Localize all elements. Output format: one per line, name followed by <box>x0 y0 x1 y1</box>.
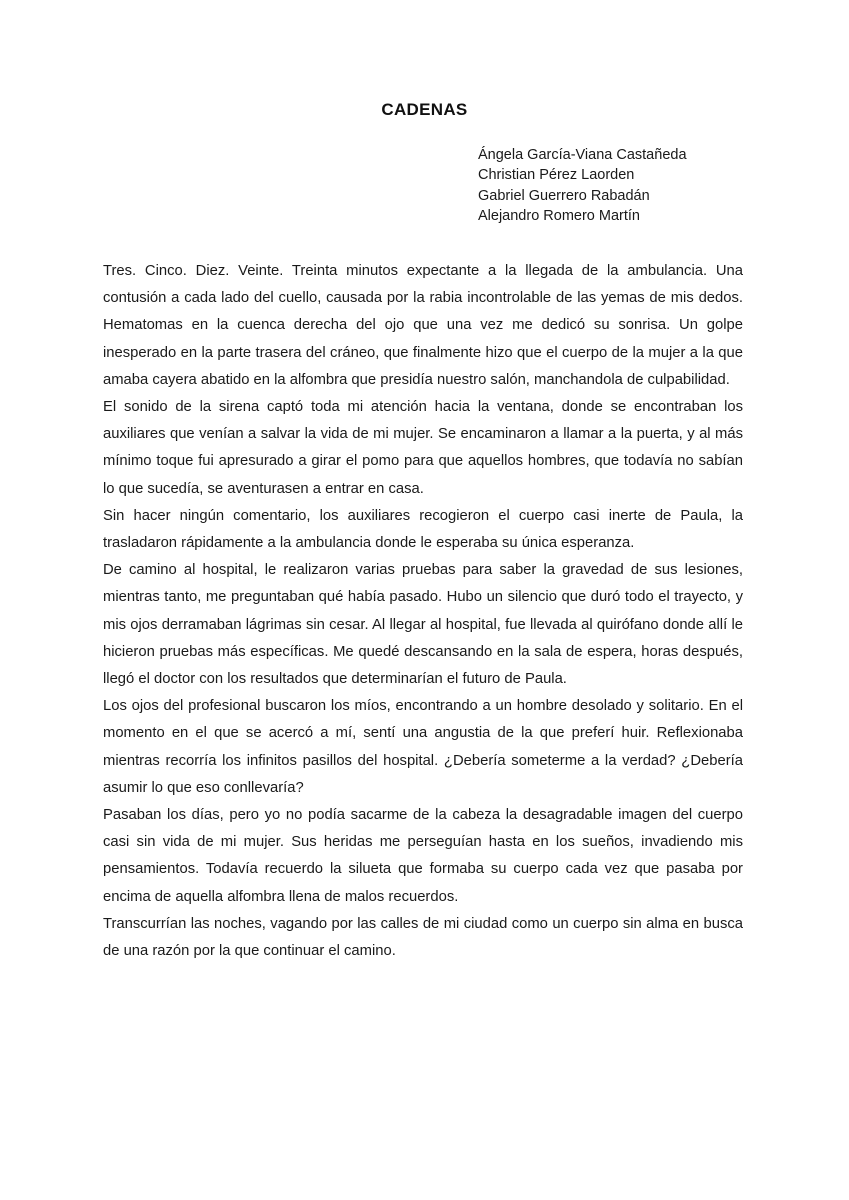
paragraph: Sin hacer ningún comentario, los auxiliares recogieron el cuerpo casi inerte de Paula, la trasladaron rápidamente a la ambulancia donde le esperaba su única esperanza. <box>103 507 743 552</box>
paragraph: Los ojos del profesional buscaron los míos, encontrando a un hombre desolado y solitario. En el momento en el que se acercó a mí, sentí una angustia de la que preferí huir. Reflexionaba mientras recorría los infinitos pasillos del hospital. ¿Debería someterme a la verdad? ¿Debería asumir lo que eso conllevaría? <box>103 698 743 796</box>
author-list <box>478 145 808 226</box>
paragraph: Transcurrían las noches, vagando por las calles de mi ciudad como un cuerpo sin alma en busca de una razón por la que continuar el camino. <box>103 915 743 960</box>
story-body <box>103 258 743 965</box>
paragraph: El sonido de la sirena captó toda mi atención hacia la ventana, donde se encontraban los auxiliares que venían a salvar la vida de mi mujer. Se encaminaron a llamar a la puerta, y al más mínimo toque fui apresurado a girar el pomo para que aquellos hombres, que todavía no sabían lo que sucedía, se aventurasen a entrar en casa. <box>103 399 743 497</box>
author-name: Alejandro Romero Martín <box>478 207 640 224</box>
paragraph: Pasaban los días, pero yo no podía sacarme de la cabeza la desagradable imagen del cuerpo casi sin vida de mi mujer. Sus heridas me perseguían hasta en los sueños, invadiendo mis pensamientos. Todavía recuerdo la silueta que formaba su cuerpo cada vez que pasaba por encima de aquella alfombra llena de malos recuerdos. <box>103 807 743 905</box>
document-title: CADENAS <box>381 100 468 119</box>
author-name: Ángela García-Viana Castañeda <box>478 147 687 163</box>
author-name: Christian Pérez Laorden <box>478 167 635 184</box>
author-name: Gabriel Guerrero Rabadán <box>478 187 650 204</box>
paragraph: Tres. Cinco. Diez. Veinte. Treinta minutos expectante a la llegada de la ambulancia. Una contusión a cada lado del cuello, causada por la rabia incontrolable de las yemas de mis dedos. Hematomas en la cuenca derecha del ojo que una vez me dedicó su sonrisa. Un golpe inesperado en la parte trasera del cráneo, que finalmente hizo que el cuerpo de la mujer a la que amaba cayera abatido en la alfombra que presidía nuestro salón, manchandola de culpabilidad. <box>103 263 743 388</box>
paragraph: De camino al hospital, le realizaron varias pruebas para saber la gravedad de sus lesiones, mientras tanto, me preguntaban qué había pasado. Hubo un silencio que duró todo el trayecto, y mis ojos derramaban lágrimas sin cesar. Al llegar al hospital, fue llevada al quirófano donde allí le hicieron pruebas más específicas. Me quedé descansando en la sala de espera, horas después, llegó el doctor con los resultados que determinarían el futuro de Paula. <box>103 562 743 688</box>
